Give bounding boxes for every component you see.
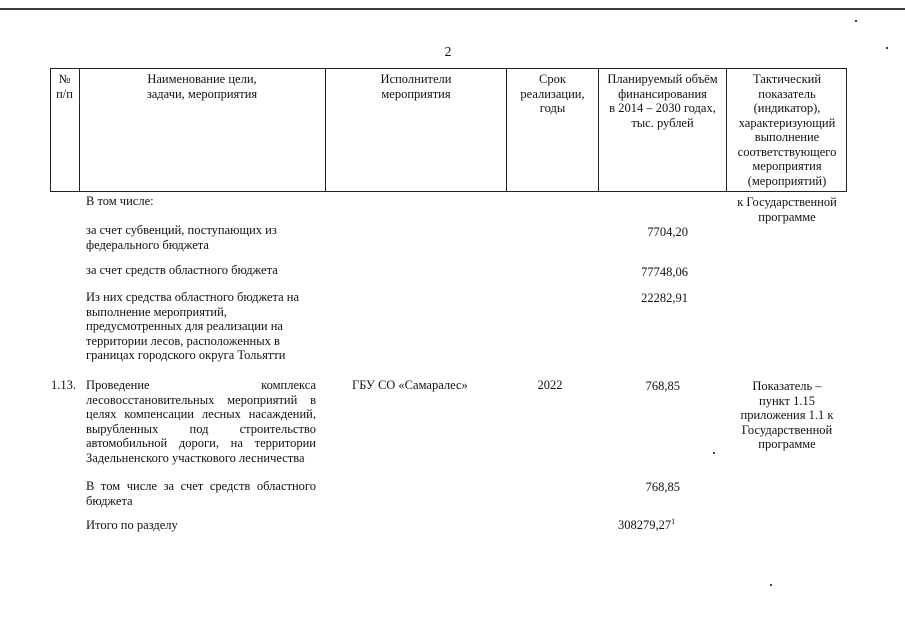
page-number: 2 [444, 45, 452, 60]
scan-speck [713, 452, 715, 454]
item-indicator: Показатель – пункт 1.15 приложения 1.1 к Государственной программе [740, 379, 834, 451]
scan-speck [855, 20, 857, 22]
regional-budget-label: за счет средств областного бюджета [86, 263, 278, 277]
header-col-number: № п/п [56, 72, 73, 101]
header-col-indicator: Тактический показатель (индикатор), характеризующий выполнение соответствующего мероприятия (мероприятий) [737, 72, 837, 188]
tolyatti-funds-label: Из них средства областного бюджета на выполнение мероприятий, предусмотренных для реализации на территории лесов, расположенных в границах городского округа Тольятти [86, 290, 300, 362]
regional-budget-value: 77748,06 [641, 265, 688, 279]
header-col-finance: Планируемый объём финансирования в 2014 – 2030 годах, тыс. рублей [607, 72, 718, 130]
previous-indicator-tail: к Государственной программе [737, 195, 837, 224]
section-total-amount: 308279,27 [618, 518, 672, 532]
section-total-value [618, 518, 718, 533]
item-regional-label: В том числе за счет средств областного бюджета [86, 479, 316, 508]
tolyatti-funds-value: 22282,91 [641, 291, 688, 305]
federal-subvention-value: 7704,20 [647, 225, 688, 239]
top-border-line [0, 8, 905, 10]
item-regional-value: 768,85 [645, 480, 680, 494]
item-executor: ГБУ СО «Самаралес» [352, 378, 468, 392]
header-col-term: Срок реализации, годы [520, 72, 585, 115]
footnote-marker: 1 [671, 516, 676, 526]
header-col-executors: Исполнители мероприятия [380, 72, 452, 101]
item-finance-value: 768,85 [645, 379, 680, 393]
item-number: 1.13. [51, 378, 76, 392]
section-total-label: Итого по разделу [86, 518, 178, 532]
scan-speck [770, 584, 772, 586]
including-label: В том числе: [86, 194, 154, 208]
header-col-name: Наименование цели, задачи, мероприятия [146, 72, 258, 101]
item-term: 2022 [537, 378, 563, 392]
federal-subvention-label: за счет субвенций, поступающих из федерального бюджета [86, 223, 277, 252]
scan-speck [886, 47, 888, 49]
item-name: Проведение комплекса лесовосстановительных мероприятий в целях компенсации лесных насаждений, вырубленных под строительство автомобильной дороги, на территории Задельненского участкового лесничества [86, 378, 316, 465]
